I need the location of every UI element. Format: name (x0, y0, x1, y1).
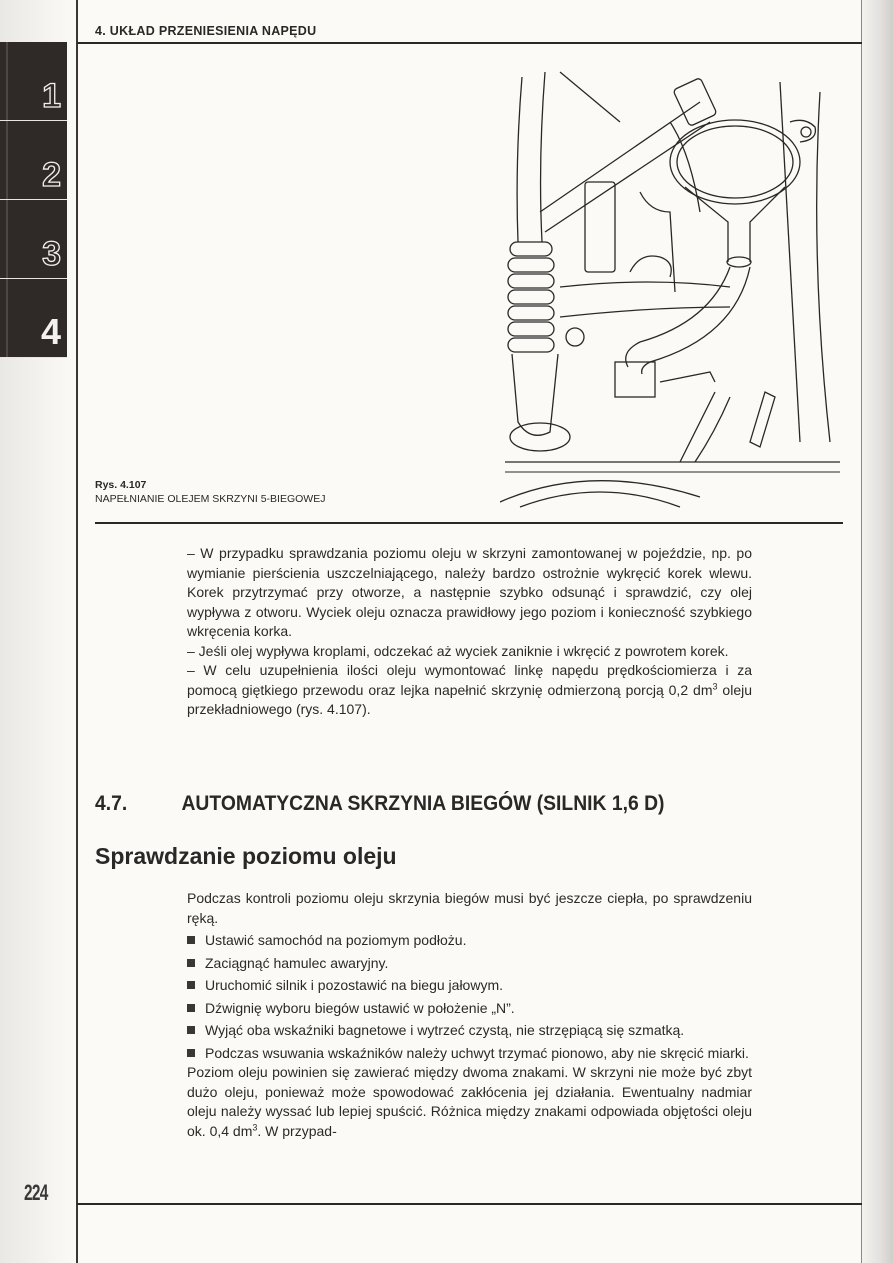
figure-number: Rys. 4.107 (95, 479, 147, 491)
section-number: 4.7. (95, 792, 128, 815)
page-number: 224 (24, 1180, 48, 1205)
chapter-tab-3 (0, 200, 67, 279)
page-edge-shadow (861, 0, 893, 1263)
paragraph-text: oleju przekładniowego (rys. 4.107). (187, 681, 752, 717)
square-bullet-icon (187, 1026, 195, 1034)
square-bullet-icon (187, 1004, 195, 1012)
figure-separator-rule (95, 522, 843, 524)
subheading: Sprawdzanie poziomu oleju (95, 843, 397, 869)
bullet-item (187, 999, 752, 1019)
chapter-tab-label: 3 (42, 235, 61, 273)
running-header: 4. UKŁAD PRZENIESIENIA NAPĘDU (95, 24, 317, 38)
bullet-text: Dźwignię wyboru biegów ustawić w położenie „N”. (205, 999, 515, 1016)
paragraph: – Jeśli olej wypływa kroplami, odczekać aż wyciek zaniknie i wkręcić z powrotem korek. (187, 642, 729, 659)
figure-caption (95, 478, 325, 506)
section-title: AUTOMATYCZNA SKRZYNIA BIEGÓW (SILNIK 1,6 D) (181, 792, 665, 815)
bullet-item (187, 931, 752, 951)
bullet-item (187, 1044, 752, 1064)
automatic-gearbox-text (187, 889, 752, 1141)
intro-paragraph: Podczas kontroli poziomu oleju skrzynia biegów musi być jeszcze ciepła, po sprawdzeniu ręką. (187, 890, 752, 926)
bullet-item (187, 954, 752, 974)
funnel (670, 120, 815, 267)
chapter-tab-1 (0, 42, 67, 121)
paragraph-text: . W przypad- (257, 1122, 337, 1139)
bullet-text: Ustawić samochód na poziomym podłożu. (205, 932, 467, 948)
left-margin-rule (76, 0, 78, 1263)
bullet-text: Podczas wsuwania wskaźników należy uchwyt trzymać pionowo, aby nie skręcić miarki. (205, 1044, 749, 1061)
bellows-boot (508, 242, 570, 451)
chapter-tab-label: 2 (42, 156, 61, 194)
header-rule (77, 42, 862, 44)
bullet-item (187, 976, 752, 996)
chapter-tab-4-active (0, 279, 67, 358)
square-bullet-icon (187, 1049, 195, 1057)
footer-rule (77, 1203, 862, 1205)
square-bullet-icon (187, 959, 195, 967)
section-heading (95, 792, 664, 816)
chapter-tabs (0, 42, 67, 358)
superscript: 3 (712, 680, 718, 691)
bullet-text: Zaciągnąć hamulec awaryjny. (205, 954, 389, 971)
chapter-tab-label: 1 (42, 77, 61, 115)
chapter-tab-label: 4 (40, 311, 61, 352)
bullet-item (187, 1021, 752, 1041)
paragraph-text: – W celu uzupełnienia ilości oleju wymontować linkę napędu prędkościomierza i za pomocą giętkiego przewodu oraz lejka napełnić skrzynię odmierzoną porcją 0,2 dm (187, 662, 752, 698)
bullet-text: Wyjąć oba wskaźniki bagnetowe i wytrzeć czystą, nie strzępiącą się szmatką. (205, 1022, 685, 1038)
chapter-tab-2 (0, 121, 67, 200)
figure-oil-filling-drawing (500, 62, 845, 512)
superscript: 3 (252, 1121, 258, 1132)
paragraph: – W przypadku sprawdzania poziomu oleju w skrzyni zamontowanej w pojeździe, np. po wymianie pierścienia uszczelniającego, należy bardzo ostrożnie wykręcić korek wlewu. Korek przytrzymać przy otworze, a następnie szybko odsunąć i sprawdzić, czy olej wypływa z otworu. Wyciek oleju oznacza prawidłowy jego poziom i konieczność szybkiego wkręcenia korka. (187, 545, 752, 639)
bullet-text: Uruchomić silnik i pozostawić na biegu jałowym. (205, 977, 504, 993)
paragraph (187, 661, 752, 720)
square-bullet-icon (187, 936, 195, 944)
closing-paragraph (187, 1063, 752, 1141)
right-margin-rule (861, 0, 862, 1263)
manual-gearbox-text (187, 544, 752, 720)
paragraph-text: Poziom oleju powinien się zawierać między dwoma znakami. W skrzyni nie może być zbyt dużo oleju, ponieważ może spowodować zakłócenia jej działania. Ewentualny nadmiar oleju należy wyssać lub lepiej spuścić. Różnica między znakami odpowiada objętości oleju ok. 0,4 dm (187, 1064, 752, 1139)
square-bullet-icon (187, 981, 195, 989)
engine-funnel-illustration (500, 62, 845, 512)
figure-caption-text: NAPEŁNIANIE OLEJEM SKRZYNI 5-BIEGOWEJ (95, 493, 326, 505)
